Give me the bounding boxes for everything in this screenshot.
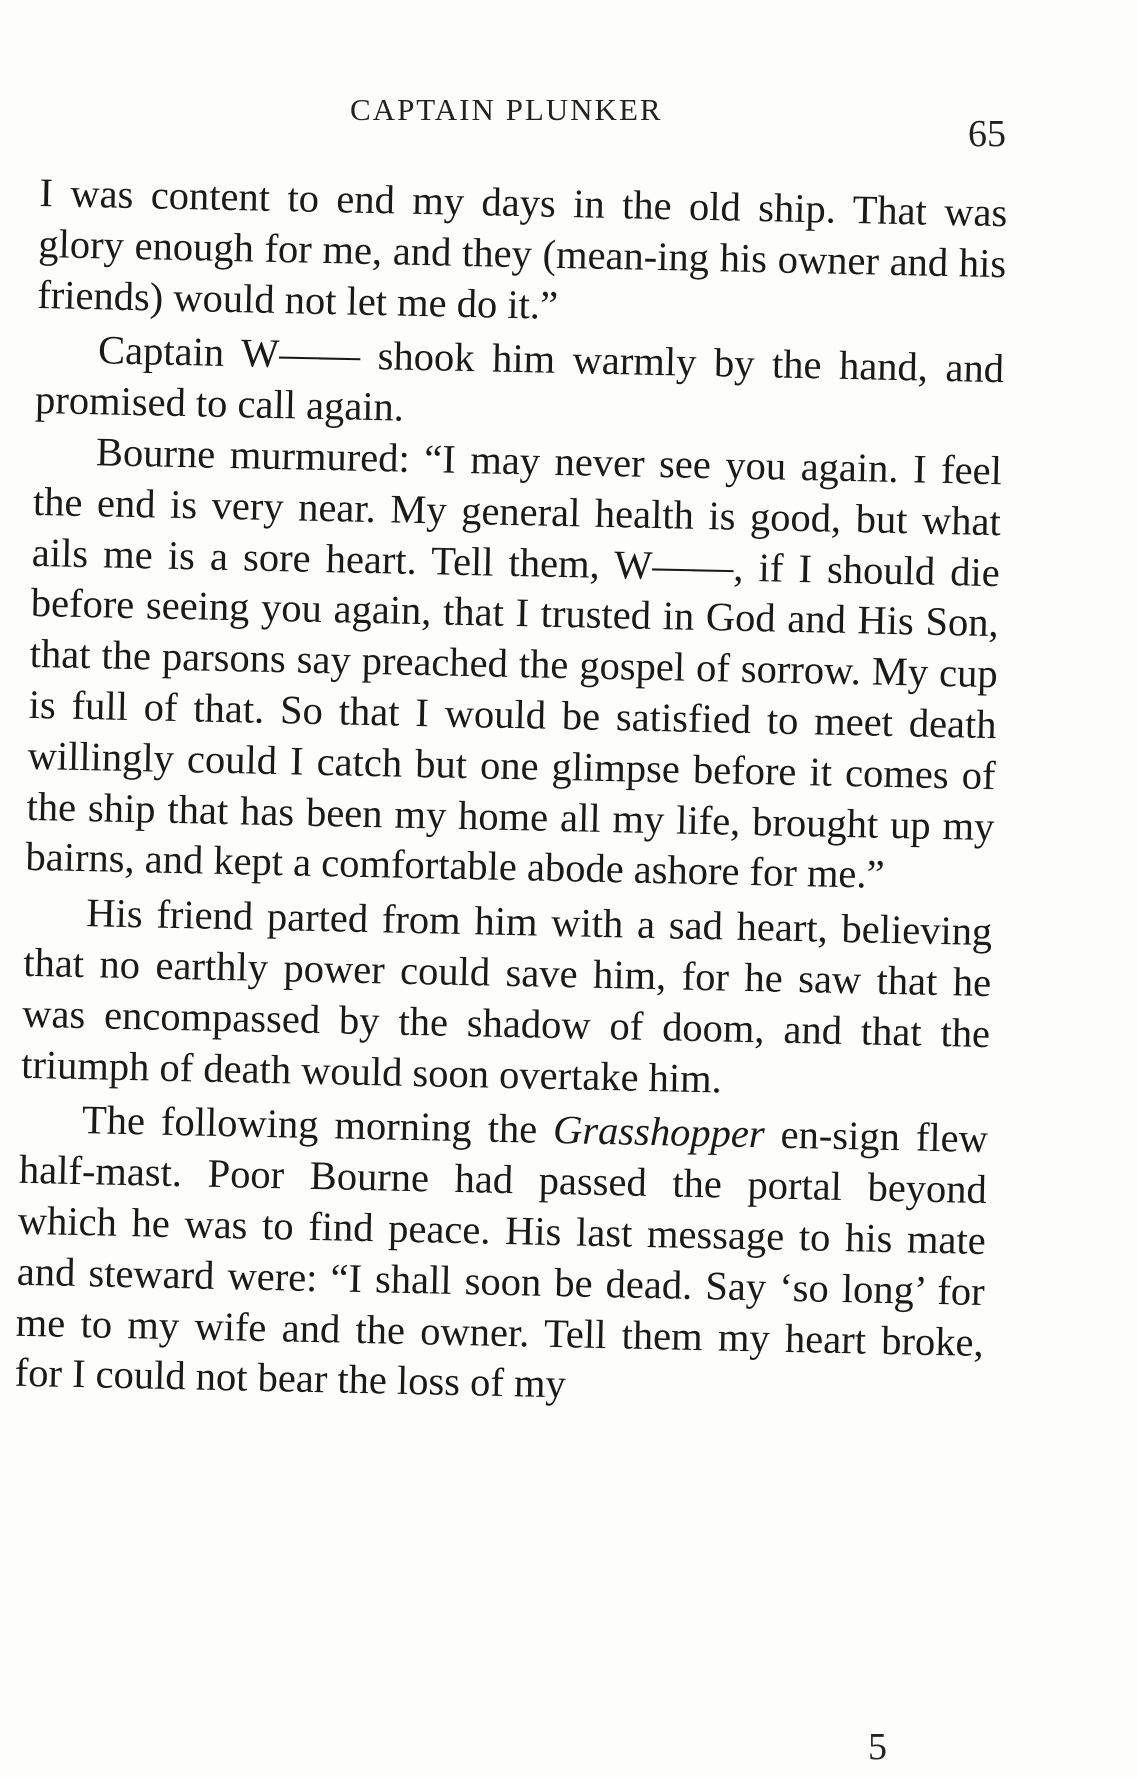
paragraph-3: Bourne murmured: “I may never see you again. I feel the end is very near. My general health is good, but what ails me is a sore heart. Tell them, W——, if I should die before seeing you again, that I trusted in God and His Son, that the parsons say preached the gospel of sorrow. My cup is full of that. So that I would be satisfied to meet death willingly could I catch but one glimpse before it comes of the ship that has been my home all my life, brought up my bairns, and kept a comfortable abode ashore for me.” [25,429,1003,898]
paragraph-2: Captain W—— shook him warmly by the hand, and promised to call again. [34,327,1005,430]
paragraph-5 [14,1094,988,1419]
signature-mark: 5 [868,1726,887,1768]
page-number: 65 [968,113,1006,155]
paragraph-5-lead: The following morning the [81,1097,554,1153]
ship-name: Grasshopper [552,1107,766,1157]
paragraph-5-rest: en-sign flew half-mast. Poor Bourne had passed the portal beyond which he was to find peace. His last message to his mate and steward were: “I shall soon be dead. Say ‘so long’ for me to my wife and the owner. Tell them my heart broke, for I could not bear the loss of my [14,1111,989,1407]
running-head: CAPTAIN PLUNKER [350,92,663,127]
paragraph-1: I was content to end my days in the old ship. That was glory enough for me, and they (mean-ing his owner and his friends) would not let me do it.” [36,169,1008,328]
body-text [14,168,1008,1419]
paragraph-4: His friend parted from him with a sad heart, believing that no earthly power could save him, for he saw that he was encompassed by the shadow of doom, and that the triumph of death would soon overtake him. [20,890,993,1102]
